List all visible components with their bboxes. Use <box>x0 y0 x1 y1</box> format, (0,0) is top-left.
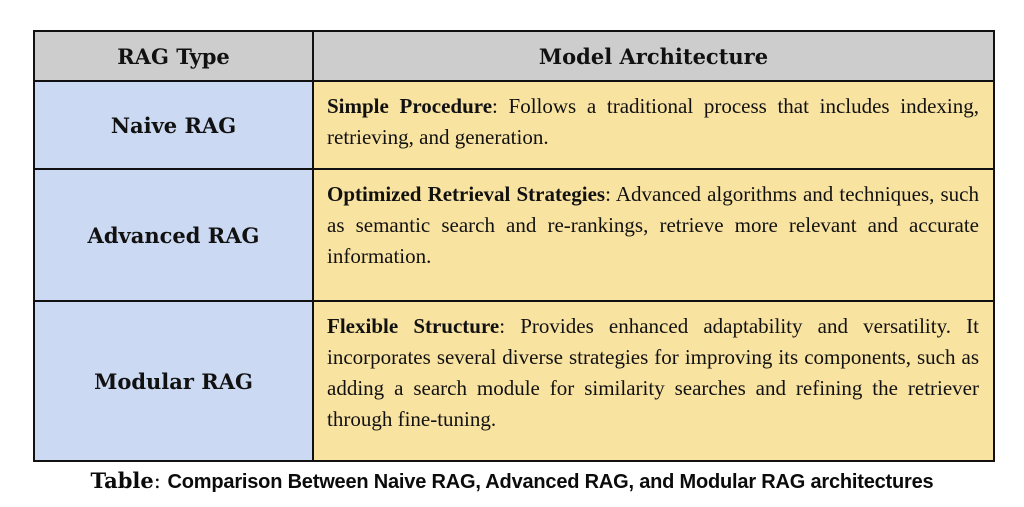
caption-separator: : <box>153 469 168 493</box>
desc-body: : Provides enhanced adaptability and versatility. It incorporates several diverse strategies for improving its components, such as adding a search module for similarity searches and refining the retriever through fine-tuning. <box>327 314 979 431</box>
column-header-model-architecture: Model Architecture <box>313 31 994 81</box>
caption-text: Comparison Between Naive RAG, Advanced RAG, and Modular RAG architectures <box>167 471 934 493</box>
rag-comparison-table <box>33 30 995 462</box>
rag-type-modular: Modular RAG <box>34 301 313 461</box>
table-row <box>34 81 994 169</box>
architecture-desc-modular <box>313 301 994 461</box>
column-header-rag-type: RAG Type <box>34 31 313 81</box>
rag-type-naive: Naive RAG <box>34 81 313 169</box>
architecture-desc-advanced <box>313 169 994 301</box>
desc-body: : Advanced algorithms and techniques, such as semantic search and re-rankings, retrieve more relevant and accurate information. <box>327 182 980 268</box>
desc-term: Flexible Structure <box>327 314 500 338</box>
table-row <box>34 169 994 301</box>
desc-term: Simple Procedure <box>327 94 493 118</box>
table-row <box>34 301 994 461</box>
caption-label: Table <box>90 468 154 493</box>
desc-term: Optimized Retrieval Strategies <box>327 182 606 206</box>
table-caption <box>0 468 1024 494</box>
table-header-row <box>34 31 994 81</box>
rag-type-advanced: Advanced RAG <box>34 169 313 301</box>
desc-body: : Follows a traditional process that includes indexing, retrieving, and generation. <box>327 94 980 149</box>
architecture-desc-naive <box>313 81 994 169</box>
